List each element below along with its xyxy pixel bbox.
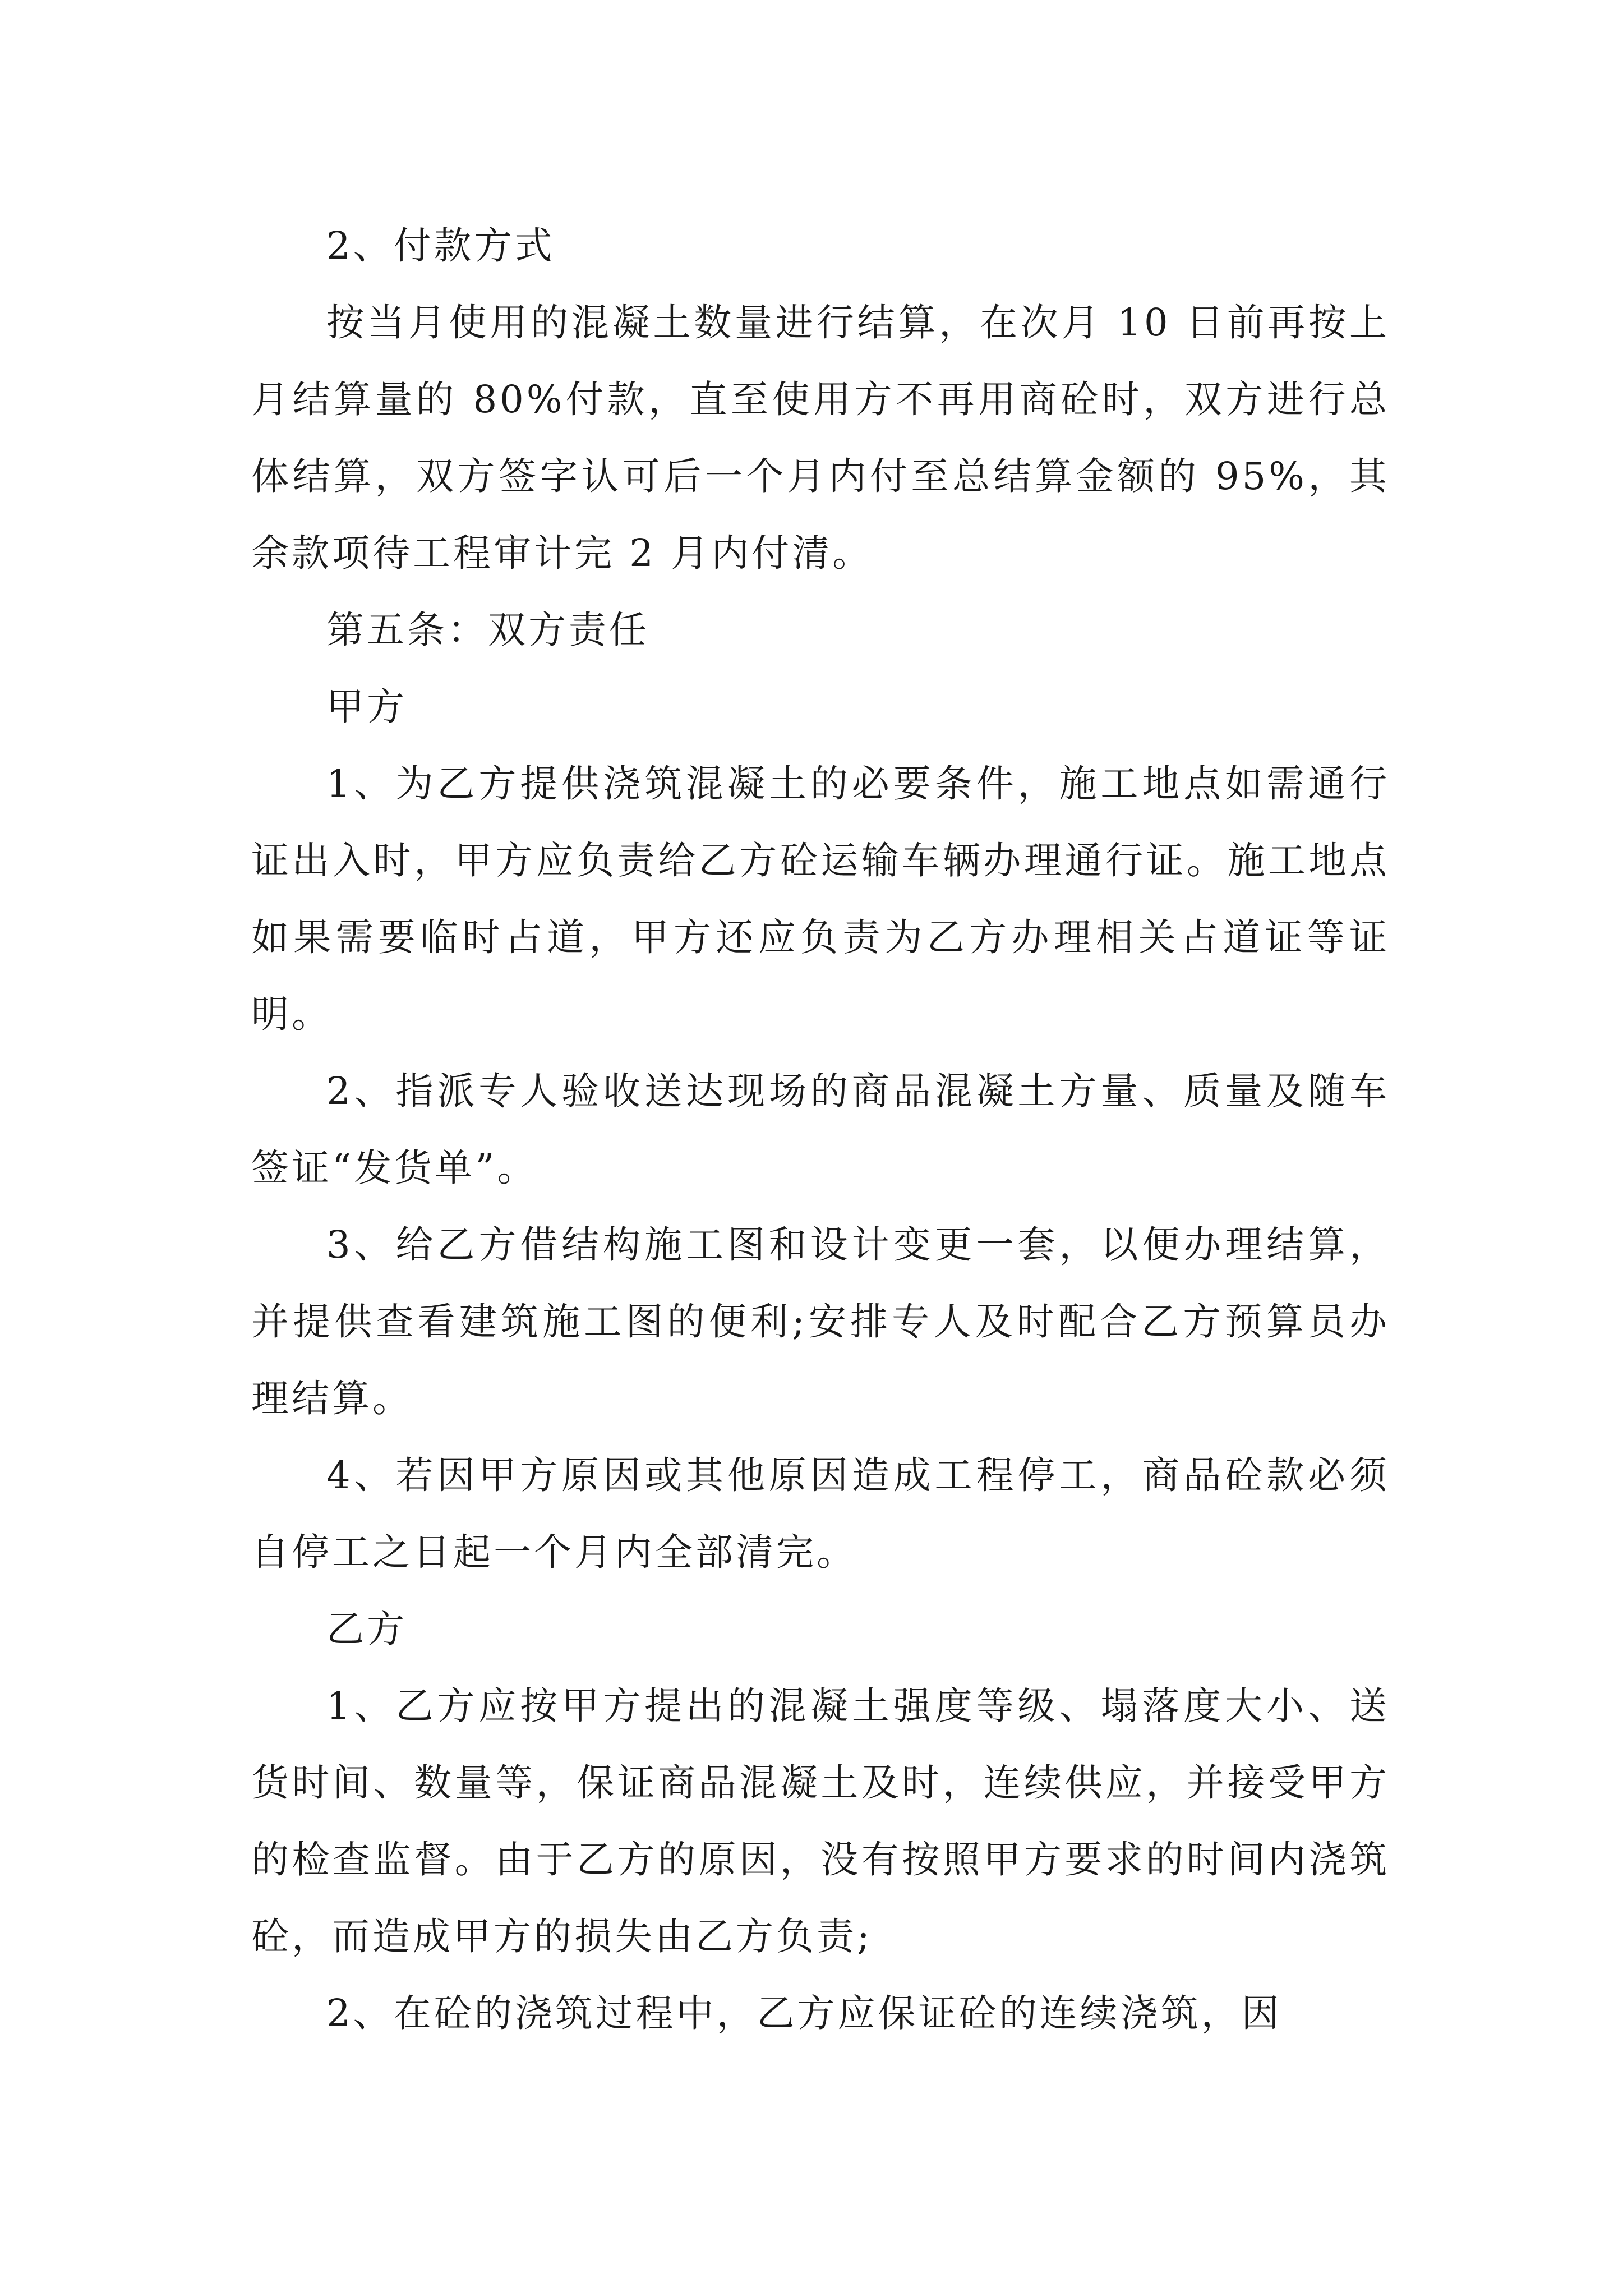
article-five-heading: 第五条：双方责任 [326,608,649,652]
party-a-clause-1: 1、为乙方提供浇筑混凝土的必要条件，施工地点如需通行证出入时，甲方应负责给乙方砼运输车辆办理通行证。施工地点如果需要临时占道，甲方还应负责为乙方办理相关占道证等证明。 [251,762,1390,1036]
party-a-heading: 甲方 [326,685,407,729]
document-body [251,208,1390,2052]
party-b-heading: 乙方 [326,1607,407,1651]
party-a-clause-3: 3、给乙方借结构施工图和设计变更一套，以便办理结算，并提供查看建筑施工图的便利;安排专人及时配合乙方预算员办理结算。 [251,1223,1390,1420]
party-b-clause-1: 1、乙方应按甲方提出的混凝土强度等级、塌落度大小、送货时间、数量等，保证商品混凝土及时，连续供应，并接受甲方的检查监督。由于乙方的原因，没有按照甲方要求的时间内浇筑砼，而造成甲方的损失由乙方负责; [251,1684,1390,1958]
party-b-clause-2: 2、在砼的浇筑过程中，乙方应保证砼的连续浇筑，因 [326,1991,1282,2035]
paragraph-payment-terms: 按当月使用的混凝土数量进行结算，在次月 10 日前再按上月结算量的 80%付款，直至使用方不再用商砼时，双方进行总体结算，双方签字认可后一个月内付至总结算金额的 95%，其余款项待工程审计完 2 月内付清。 [251,301,1390,575]
section-heading-payment: 2、付款方式 [326,224,555,268]
party-a-clause-2: 2、指派专人验收送达现场的商品混凝土方量、质量及随车签证“发货单”。 [251,1069,1390,1190]
party-a-clause-4: 4、若因甲方原因或其他原因造成工程停工，商品砼款必须自停工之日起一个月内全部清完。 [251,1453,1390,1574]
